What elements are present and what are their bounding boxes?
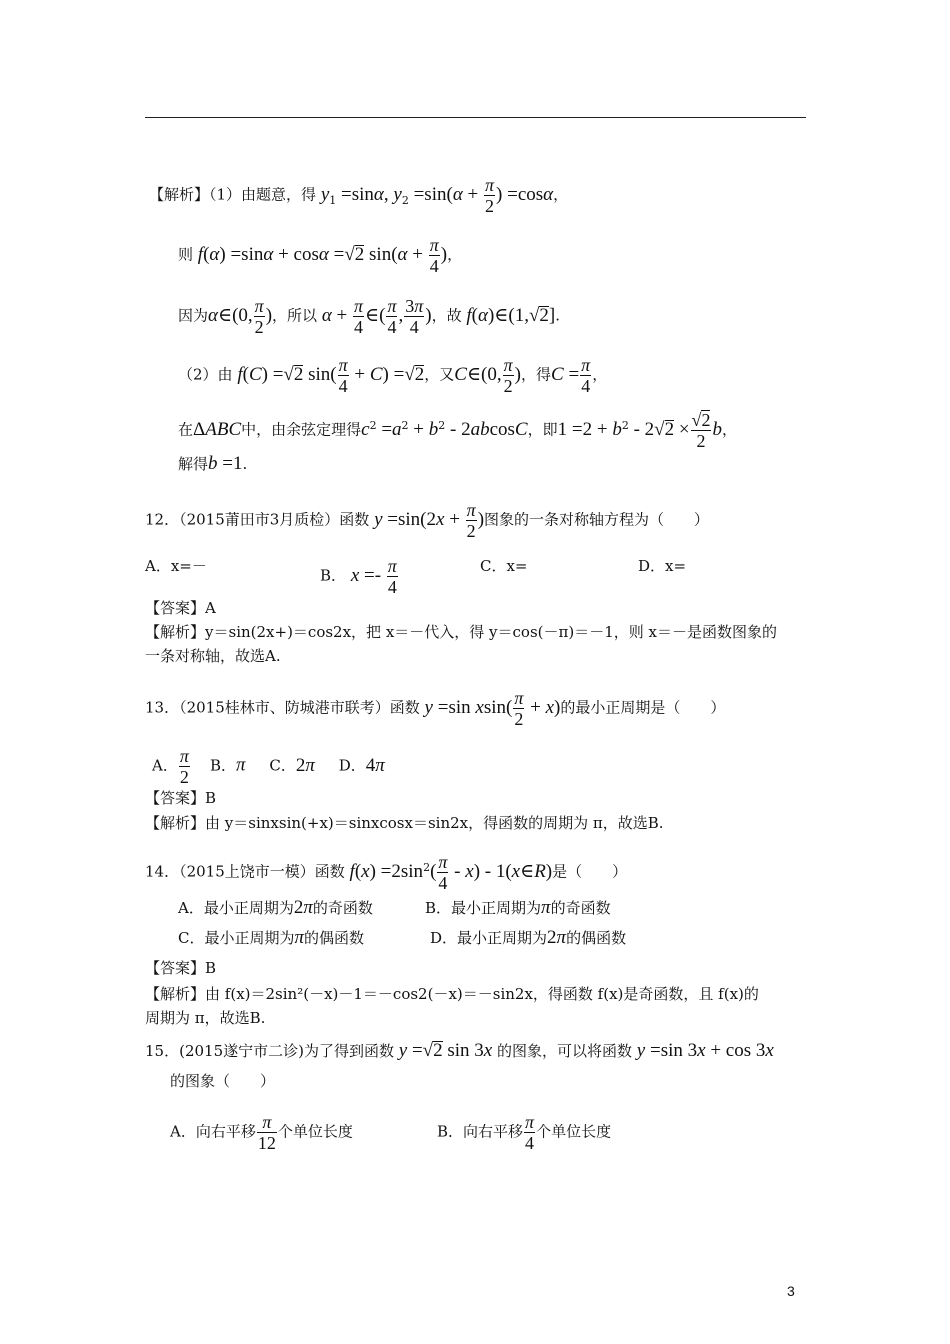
solution-line-5: 在ΔABC中，由余弦定理得$c^2 =a^2 + b^2 - 2abcosC$，即$1 =2 + b^2 - 2√2$ × $\frac{√2}{2}$ b，	[178, 410, 737, 451]
q14-stem: 14．（2015上饶市一模）函数 $f(x) =2\sin^2$( $\frac{\pi}{4}$ - x) - 1(x∈R)是（ ）	[145, 852, 628, 893]
q12-option-c: C．x=	[480, 557, 528, 575]
math-q15-source: y =sin 3x + cos 3x	[636, 1040, 774, 1061]
math-range-2: α + $\frac{\pi}{4}$ ∈( $\frac{\pi}{4}$ , $\frac{3\pi}{4}$ )	[321, 296, 432, 337]
math-range: α∈(0, $\frac{\pi}{2}$ )	[208, 296, 273, 337]
math-q12-func: y =sin(2x + $\frac{\pi}{2}$ )	[374, 500, 485, 541]
q12-analysis-1: 【解析】y＝sin(2x+)＝cos2x，把 x＝－代入，得 y＝cos(－π)＝－1，则 x＝－是函数图象的	[145, 623, 777, 641]
math-q14-a: 2π	[293, 897, 313, 918]
solution-line-3: 因为α∈(0, $\frac{\pi}{2}$ )，所以 α + $\frac{\pi}{4}$ ∈( $\frac{\pi}{4}$ , $\frac{3\pi}{4}$ )，故 f(α)∈(1,√2].	[178, 296, 560, 337]
q13-stem: 13．（2015桂林市、防城港市联考）函数 y =sin xsin( $\frac{\pi}{2}$ + x)的最小正周期是（ ）	[145, 688, 726, 729]
header-rule	[145, 117, 806, 118]
q14-analysis-1: 【解析】由 f(x)＝2sin²(－x)－1＝－cos2(－x)＝－sin2x，得函数 f(x)是奇函数，且 f(x)的	[145, 985, 759, 1003]
q12-stem: 12．（2015莆田市3月质检）函数 y =sin(2x + $\frac{\pi}{2}$ )图象的一条对称轴方程为（ ）	[145, 500, 710, 541]
math-q13-d: 4π	[365, 754, 385, 776]
math-triangle: ΔABC	[193, 418, 242, 440]
solution-line-1: 【解析】（1）由题意，得 $y_1 =\sin\alpha$, $y_2 =\sin(\alpha$ + $\frac{\pi}{2}$ ) =cosα，	[149, 175, 569, 216]
q12-option-d: D．x=	[638, 557, 687, 575]
math-q14-b: π	[541, 897, 551, 918]
math-q13-func: y =sin xsin( $\frac{\pi}{2}$ + x)	[424, 688, 561, 729]
math-q14-func: $f(x) =2\sin^2$( $\frac{\pi}{4}$ - x) - 1(x∈R)	[349, 852, 553, 893]
math-q14-c: π	[294, 927, 305, 948]
math-cosine-law: $c^2 =a^2 + b^2 - 2abcosC$	[361, 418, 528, 440]
q14-option-a: A．最小正周期为2π的奇函数	[178, 897, 373, 918]
math-equation: $1 =2 + b^2 - 2√2$ × $\frac{√2}{2}$ b	[557, 410, 722, 451]
math-q14-d: 2π	[547, 927, 567, 948]
math-y1-y2: $y_1 =\sin\alpha$, $y_2 =\sin(\alpha$ + $\frac{\pi}{2}$ ) =cosα	[320, 175, 554, 216]
q14-answer: 【答案】B	[145, 959, 217, 977]
math-c-range: C∈(0, $\frac{\pi}{2}$ )	[454, 355, 521, 396]
q15-option-b: B．向右平移 $\frac{\pi}{4}$ 个单位长度	[437, 1112, 612, 1153]
q14-option-d: D．最小正周期为2π的偶函数	[430, 927, 627, 948]
math-q15-b: $\frac{\pi}{4}$	[525, 1112, 535, 1153]
math-q13-b: π	[235, 754, 246, 776]
q12-option-a: A．x=－	[145, 557, 207, 575]
q14-option-b: B．最小正周期为π的奇函数	[425, 897, 611, 918]
q15-option-a: A．向右平移 $\frac{\pi}{12}$ 个单位长度	[170, 1112, 353, 1153]
solution-line-4: （2）由 f(C) =√2 sin( $\frac{\pi}{4}$ + C) =√2，又C∈(0, $\frac{\pi}{2}$ )，得C = $\frac{\pi}{4}$ ，	[178, 355, 608, 396]
math-range-3: f(α)∈(1,√2]	[466, 304, 556, 326]
solution-line-2: 则 f(α) =sinα + cosα =√2 sin(α + $\frac{\pi}{4}$ )，	[178, 235, 463, 276]
q13-analysis-1: 【解析】由 y＝sinxsin(+x)＝sinxcosx＝sin2x，得函数的周期为 π，故选B.	[145, 814, 664, 832]
q13-answer: 【答案】B	[145, 789, 217, 807]
q15-stem-2: 的图象（ ）	[170, 1072, 276, 1090]
q14-option-c: C．最小正周期为π的偶函数	[178, 927, 365, 948]
math-q13-c: 2π	[295, 754, 315, 776]
q13-options: A． $\frac{\pi}{2}$ B．π C．2π D．4π	[152, 746, 385, 787]
q12-analysis-2: 一条对称轴，故选A.	[145, 647, 281, 665]
math-c-value: C = $\frac{\pi}{4}$	[551, 355, 591, 396]
math-q15-target: y =√2 sin 3x	[398, 1040, 493, 1061]
q14-analysis-2: 周期为 π，故选B.	[145, 1009, 266, 1027]
math-q13-a: $\frac{\pi}{2}$	[179, 746, 189, 787]
solution-line-6: 解得b =1.	[178, 453, 248, 474]
page-number: 3	[787, 1283, 795, 1299]
q12-option-b: B． x =- $\frac{\pi}{4}$	[320, 556, 397, 597]
math-b-value: b =1	[208, 453, 243, 474]
math-fc: f(C) =√2 sin( $\frac{\pi}{4}$ + C) =√2	[237, 355, 425, 396]
q15-stem: 15．(2015遂宁市二诊)为了得到函数 y =√2 sin 3x 的图象，可以将函数 y =sin 3x + cos 3x	[145, 1040, 774, 1061]
math-q12-b: x =- $\frac{\pi}{4}$	[350, 556, 397, 597]
math-f-alpha: f(α) =sinα + cosα =√2 sin(α + $\frac{\pi}{4}$ )	[197, 235, 448, 276]
math-q15-a: $\frac{\pi}{12}$	[257, 1112, 276, 1153]
q12-answer: 【答案】A	[145, 599, 216, 617]
